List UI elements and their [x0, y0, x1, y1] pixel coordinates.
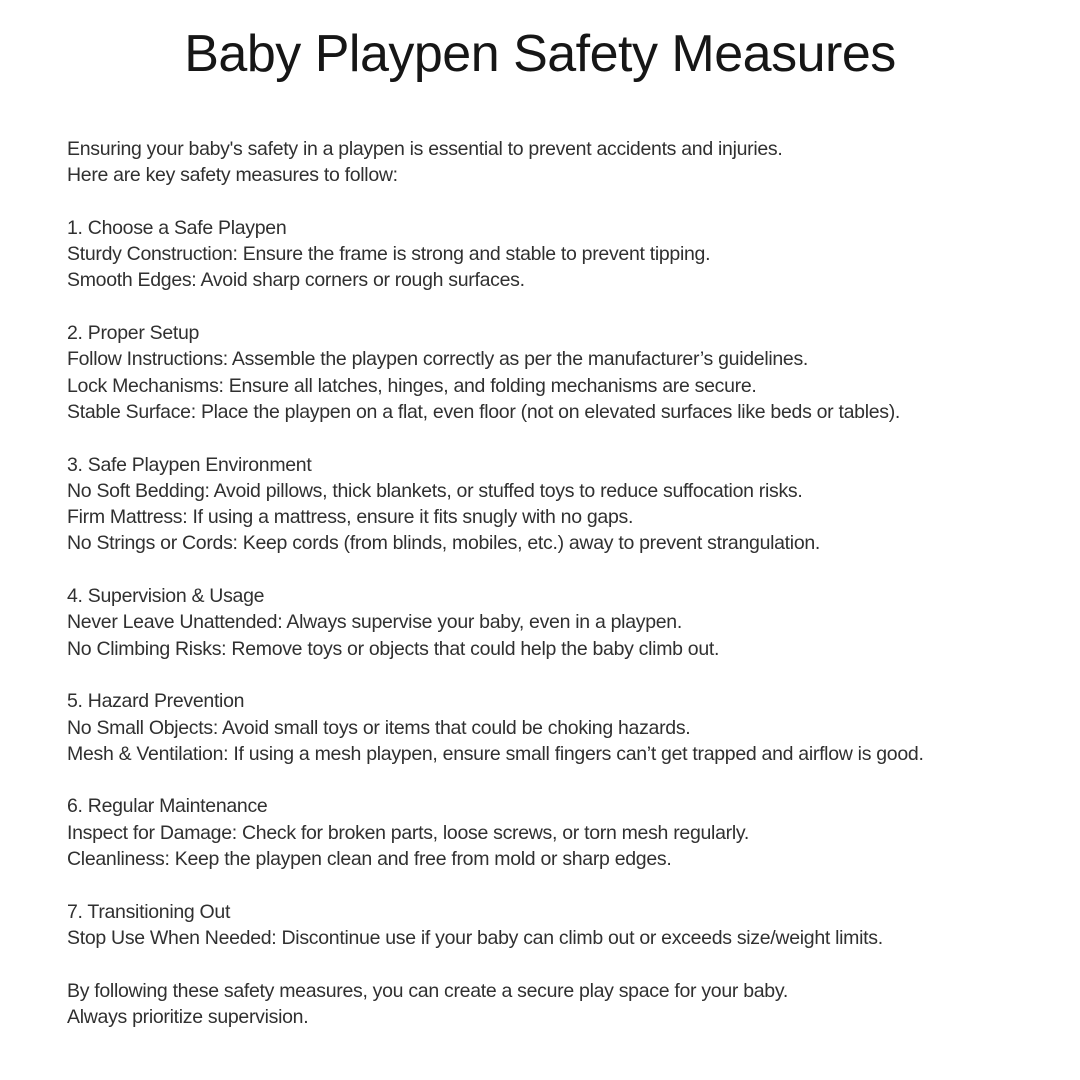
text-line: Smooth Edges: Avoid sharp corners or rough surfaces.	[67, 269, 525, 292]
text-line: No Soft Bedding: Avoid pillows, thick blankets, or stuffed toys to reduce suffocation risks.	[67, 479, 803, 502]
text-line: Never Leave Unattended: Always supervise your baby, even in a playpen.	[67, 611, 682, 634]
text-line: No Strings or Cords: Keep cords (from blinds, mobiles, etc.) away to prevent strangulation.	[67, 532, 821, 555]
text-line: No Small Objects: Avoid small toys or items that could be choking hazards.	[67, 716, 691, 739]
text-line: By following these safety measures, you can create a secure play space for your baby.	[67, 979, 788, 1002]
text-line: Inspect for Damage: Check for broken parts, loose screws, or torn mesh regularly.	[67, 821, 749, 844]
text-line: Stable Surface: Place the playpen on a flat, even floor (not on elevated surfaces like beds or tables).	[67, 400, 901, 423]
section-heading: 4. Supervision & Usage	[67, 585, 265, 608]
document-body	[67, 136, 1018, 1030]
text-line: Always prioritize supervision.	[67, 1005, 309, 1028]
section-1-choose-safe-playpen	[67, 215, 1018, 294]
closing-paragraph	[67, 978, 1018, 1031]
section-heading: 2. Proper Setup	[67, 322, 200, 345]
text-line: Stop Use When Needed: Discontinue use if your baby can climb out or exceeds size/weight limits.	[67, 926, 883, 949]
section-7-transitioning-out	[67, 899, 1018, 952]
text-line: Sturdy Construction: Ensure the frame is strong and stable to prevent tipping.	[67, 243, 711, 266]
text-line: Mesh & Ventilation: If using a mesh playpen, ensure small fingers can’t get trapped and airflow is good.	[67, 742, 924, 765]
text-line: No Climbing Risks: Remove toys or objects that could help the baby climb out.	[67, 637, 720, 660]
intro-paragraph	[67, 136, 1018, 189]
section-heading: 1. Choose a Safe Playpen	[67, 216, 287, 239]
section-heading: 7. Transitioning Out	[67, 900, 231, 923]
text-line: Here are key safety measures to follow:	[67, 164, 398, 187]
page-title: Baby Playpen Safety Measures	[184, 25, 896, 83]
text-line: Lock Mechanisms: Ensure all latches, hinges, and folding mechanisms are secure.	[67, 374, 757, 397]
text-line: Firm Mattress: If using a mattress, ensure it fits snugly with no gaps.	[67, 506, 634, 529]
section-heading: 3. Safe Playpen Environment	[67, 453, 312, 476]
text-line: Ensuring your baby's safety in a playpen is essential to prevent accidents and injuries.	[67, 138, 783, 160]
section-5-hazard-prevention	[67, 688, 1018, 767]
section-heading: 6. Regular Maintenance	[67, 795, 268, 818]
section-heading: 5. Hazard Prevention	[67, 690, 245, 713]
section-3-safe-environment	[67, 452, 1018, 557]
text-line: Cleanliness: Keep the playpen clean and free from mold or sharp edges.	[67, 848, 672, 871]
section-2-proper-setup	[67, 320, 1018, 425]
section-6-regular-maintenance	[67, 793, 1018, 872]
text-line: Follow Instructions: Assemble the playpen correctly as per the manufacturer’s guidelines.	[67, 348, 809, 371]
section-4-supervision-usage	[67, 583, 1018, 662]
